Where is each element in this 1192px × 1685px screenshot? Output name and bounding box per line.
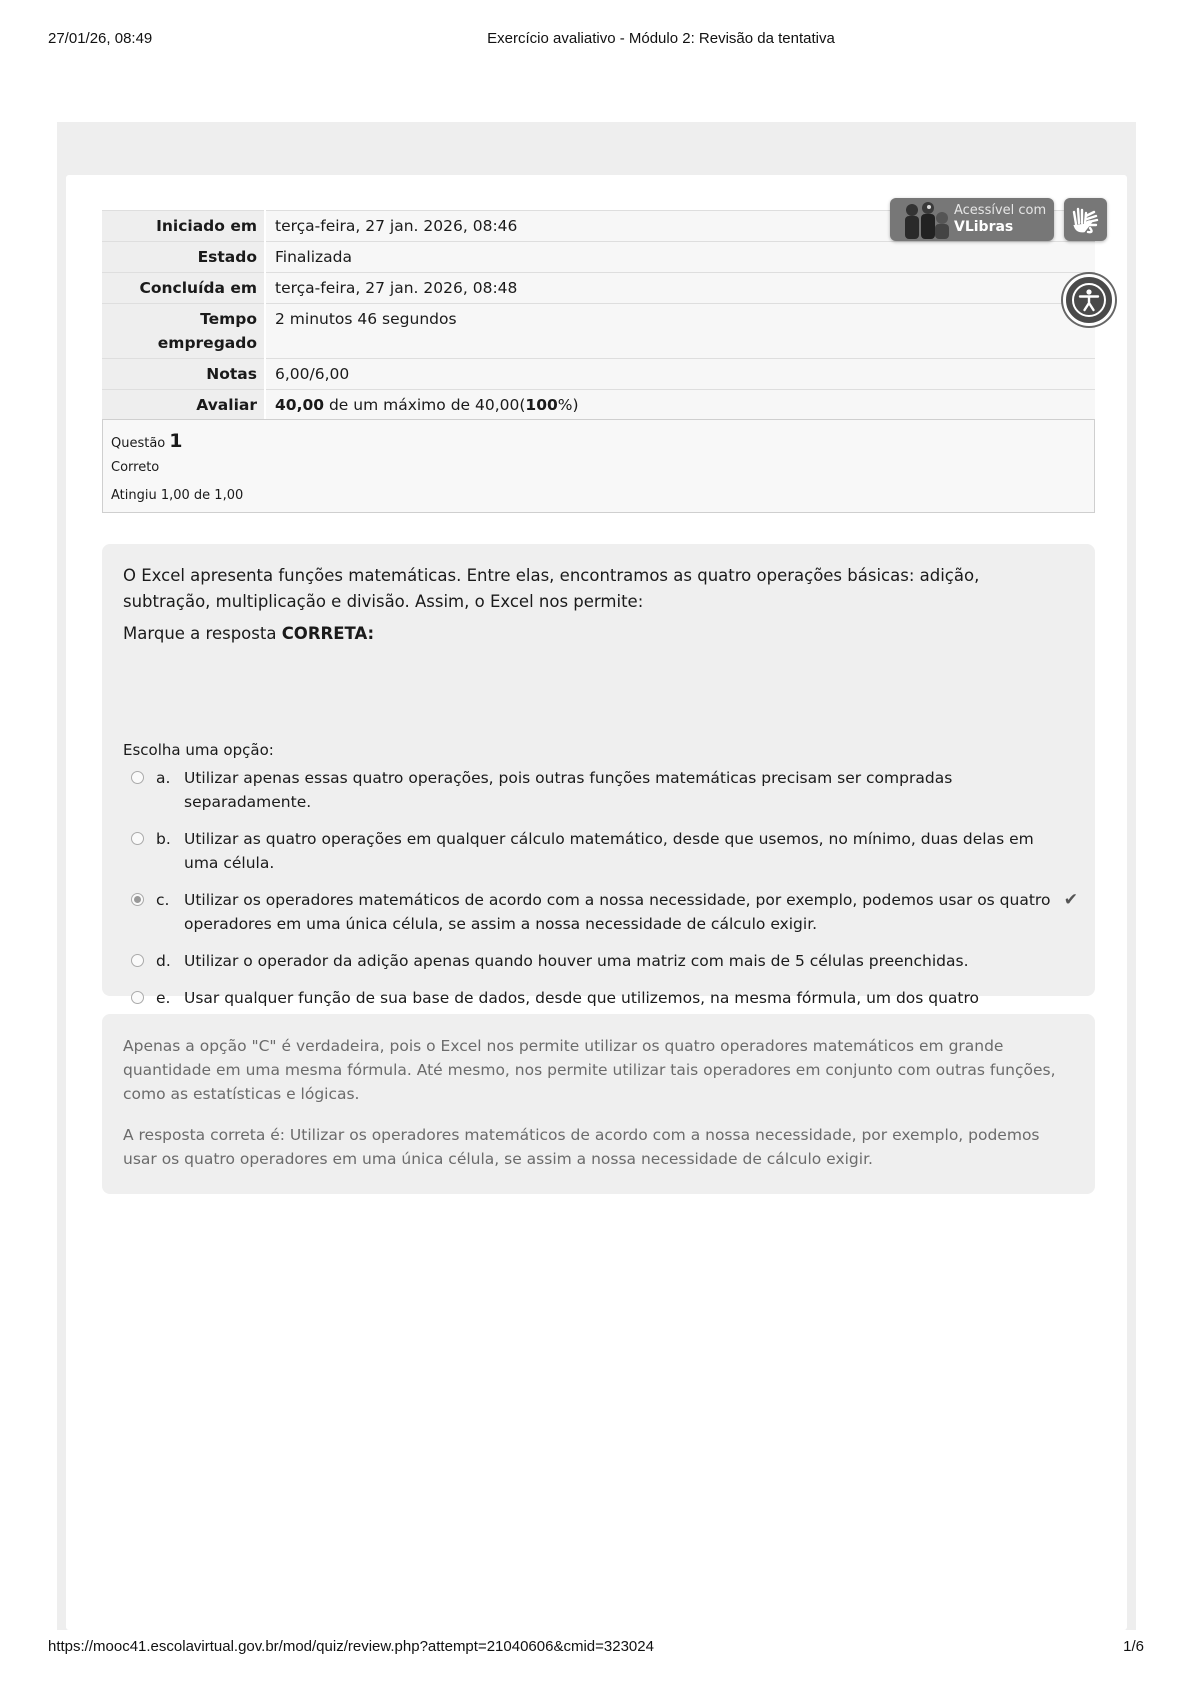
summary-row-marks bbox=[102, 359, 1095, 390]
answer-letter: c. bbox=[156, 891, 170, 909]
summary-value: terça-feira, 27 jan. 2026, 08:46 bbox=[265, 211, 1095, 242]
answer-option[interactable] bbox=[123, 949, 1078, 973]
vlibras-button[interactable] bbox=[890, 198, 1054, 241]
grade-score: 40,00 bbox=[275, 396, 325, 414]
summary-label: Avaliar bbox=[102, 390, 265, 421]
vlibras-avatars-icon bbox=[900, 202, 958, 239]
summary-value: 2 minutos 46 segundos bbox=[265, 304, 1095, 359]
answer-text: Usar qualquer função de sua base de dados, desde que utilizemos, na mesma fórmula, um dos quatro bbox=[184, 989, 980, 1007]
summary-label: Notas bbox=[102, 359, 265, 390]
right-answer: A resposta correta é: Utilizar os operadores matemáticos de acordo com a nossa necessidade, por exemplo, podemos usar os quatro operadores em uma única célula, se assim a nossa necessidade de cálculo exigir. bbox=[123, 1126, 1040, 1168]
summary-value bbox=[265, 390, 1095, 421]
choose-option-label: Escolha uma opção: bbox=[123, 741, 274, 759]
question-text: O Excel apresenta funções matemáticas. Entre elas, encontramos as quatro operações básicas: adição, subtração, multiplicação e divisão. Assim, o Excel nos permite: bbox=[123, 566, 980, 611]
print-page-title: Exercício avaliativo - Módulo 2: Revisão da tentativa bbox=[487, 30, 835, 47]
prompt-bold: CORRETA: bbox=[281, 624, 375, 643]
accessibility-button[interactable] bbox=[1063, 274, 1115, 326]
answer-letter: a. bbox=[156, 769, 171, 787]
answer-radio[interactable] bbox=[131, 771, 144, 784]
summary-label: Concluída em bbox=[102, 273, 265, 304]
question-content bbox=[102, 544, 1095, 1007]
print-date: 27/01/26, 08:49 bbox=[48, 30, 153, 47]
question-number: 1 bbox=[169, 430, 183, 452]
answer-radio[interactable] bbox=[131, 893, 144, 906]
general-feedback: Apenas a opção "C" é verdadeira, pois o Excel nos permite utilizar os quatro operadores matemáticos em grande quantidade em uma mesma fórmula. Até mesmo, nos permite utilizar tais operadores em conjunto com outras funções, como as estatísticas e lógicas. bbox=[123, 1037, 1056, 1103]
answer-option[interactable] bbox=[123, 888, 1078, 936]
question-label: Questão bbox=[111, 436, 166, 451]
answer-option[interactable] bbox=[123, 827, 1078, 875]
correct-check-icon: ✔ bbox=[1063, 890, 1078, 910]
summary-value: Finalizada bbox=[265, 242, 1095, 273]
summary-label: Iniciado em bbox=[102, 211, 265, 242]
hands-icon bbox=[1064, 198, 1107, 241]
summary-value: 6,00/6,00 bbox=[265, 359, 1095, 390]
question-state: Correto bbox=[111, 460, 160, 475]
accessibility-icon bbox=[1066, 277, 1112, 323]
answer-letter: e. bbox=[156, 989, 171, 1007]
answer-radio[interactable] bbox=[131, 832, 144, 845]
answer-text: Utilizar as quatro operações em qualquer cálculo matemático, desde que usemos, no mínimo, duas delas em uma célula. bbox=[184, 830, 1034, 872]
print-page-number: 1/6 bbox=[1123, 1638, 1144, 1655]
summary-label bbox=[102, 304, 265, 359]
answer-text: Utilizar o operador da adição apenas quando houver uma matriz com mais de 5 células preenchidas. bbox=[184, 952, 969, 970]
answer-letter: d. bbox=[156, 952, 171, 970]
answer-options bbox=[123, 766, 1078, 1047]
feedback-box bbox=[102, 1014, 1095, 1194]
print-url: https://mooc41.escolavirtual.gov.br/mod/quiz/review.php?attempt=21040606&cmid=323024 bbox=[48, 1638, 654, 1655]
question-number-line bbox=[111, 430, 183, 452]
summary-label-line: empregado bbox=[157, 334, 257, 352]
print-header bbox=[48, 30, 1144, 52]
grade-mid: de um máximo de 40,00( bbox=[324, 396, 526, 414]
summary-label: Estado bbox=[102, 242, 265, 273]
answer-option[interactable] bbox=[123, 766, 1078, 814]
answer-text: Utilizar apenas essas quatro operações, pois outras funções matemáticas precisam ser compradas separadamente. bbox=[184, 769, 953, 811]
sign-language-button[interactable] bbox=[1064, 198, 1107, 241]
question-prompt bbox=[123, 621, 374, 647]
print-footer bbox=[48, 1638, 1144, 1660]
summary-row-time bbox=[102, 304, 1095, 359]
vlibras-brand: VLibras bbox=[954, 219, 1014, 235]
answer-radio[interactable] bbox=[131, 991, 144, 1004]
summary-row-state bbox=[102, 242, 1095, 273]
summary-row-grade bbox=[102, 390, 1095, 421]
grade-end: %) bbox=[557, 396, 579, 414]
question-grade: Atingiu 1,00 de 1,00 bbox=[111, 488, 244, 503]
summary-label-line: Tempo bbox=[200, 310, 257, 328]
prompt-prefix: Marque a resposta bbox=[123, 624, 282, 643]
page-content bbox=[66, 175, 1127, 1630]
answer-text: Utilizar os operadores matemáticos de acordo com a nossa necessidade, por exemplo, podemos usar os quatro operadores em uma única célula, se assim a nossa necessidade de cálculo exigir. bbox=[184, 891, 1051, 933]
answer-radio[interactable] bbox=[131, 954, 144, 967]
question-info bbox=[102, 419, 1095, 513]
page-frame bbox=[57, 122, 1136, 1630]
attempt-summary-table bbox=[102, 210, 1095, 420]
answer-letter: b. bbox=[156, 830, 171, 848]
vlibras-caption: Acessível com bbox=[954, 203, 1047, 218]
summary-row-completed bbox=[102, 273, 1095, 304]
grade-percent: 100 bbox=[525, 396, 558, 414]
summary-value: terça-feira, 27 jan. 2026, 08:48 bbox=[265, 273, 1095, 304]
